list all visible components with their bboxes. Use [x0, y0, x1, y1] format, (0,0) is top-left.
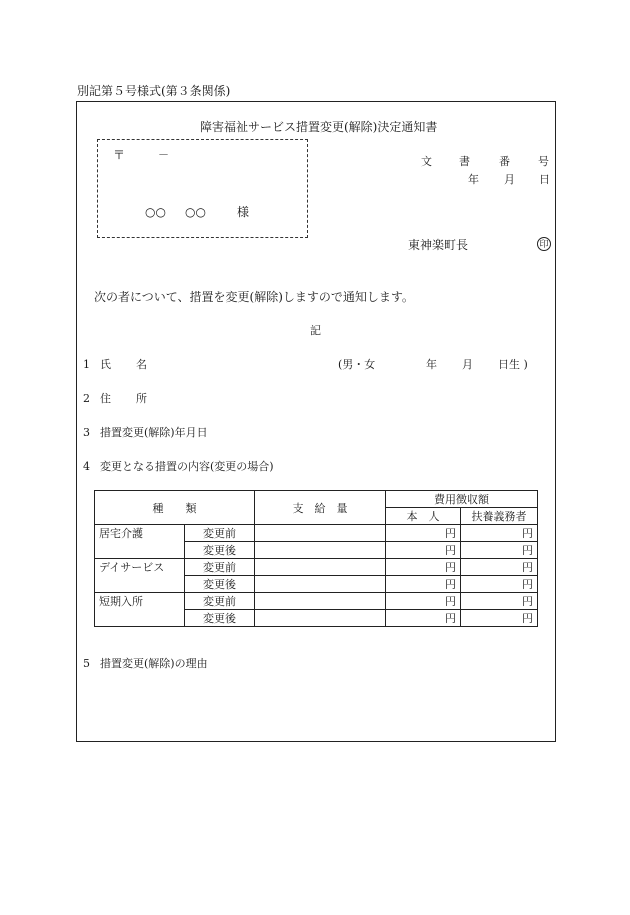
postal-dash: －: [158, 148, 169, 161]
after-label: 変更後: [185, 542, 255, 559]
before-label: 変更前: [185, 525, 255, 542]
amount-cell: [255, 559, 386, 576]
postal-mark: 〒: [113, 148, 126, 162]
amount-cell: [255, 576, 386, 593]
support-fee-cell: 円: [461, 576, 538, 593]
self-fee-cell: 円: [386, 610, 461, 627]
item-3-label: 措置変更(解除)年月日: [100, 426, 208, 439]
header-kind: 種 類: [95, 491, 255, 525]
self-fee-cell: 円: [386, 542, 461, 559]
item-1-month: 月: [462, 358, 473, 371]
self-fee-cell: 円: [386, 559, 461, 576]
date-day: 日: [539, 173, 550, 186]
doc-number-char-4: 号: [538, 155, 549, 168]
amount-cell: [255, 593, 386, 610]
service-name: 短期入所: [95, 593, 185, 627]
item-2-label-b: 所: [136, 392, 147, 405]
amount-cell: [255, 610, 386, 627]
header-amount: 支 給 量: [255, 491, 386, 525]
support-fee-cell: 円: [461, 610, 538, 627]
header-self: 本 人: [386, 508, 461, 525]
table-row: [95, 593, 538, 610]
item-4-label: 変更となる措置の内容(変更の場合): [100, 460, 274, 473]
after-label: 変更後: [185, 576, 255, 593]
fee-table: [94, 490, 538, 627]
item-1-birth: 日生 ): [498, 358, 528, 371]
recipient-name-right: ○○: [185, 205, 206, 219]
item-1-year: 年: [426, 358, 437, 371]
before-label: 変更前: [185, 559, 255, 576]
after-label: 変更後: [185, 610, 255, 627]
amount-cell: [255, 525, 386, 542]
support-fee-cell: 円: [461, 593, 538, 610]
item-3-number: 3: [83, 426, 90, 439]
table-row: [95, 525, 538, 542]
doc-number-char-3: 番: [499, 155, 510, 168]
table-row: [95, 559, 538, 576]
document-title: 障害福祉サービス措置変更(解除)決定通知書: [200, 120, 438, 134]
table-header-row: [95, 491, 538, 508]
item-1-label-a: 氏: [100, 358, 111, 371]
header-support: 扶養義務者: [461, 508, 538, 525]
item-1-label-b: 名: [136, 358, 147, 371]
support-fee-cell: 円: [461, 542, 538, 559]
amount-cell: [255, 542, 386, 559]
official-seal-icon: 印: [537, 237, 551, 251]
header-fee: 費用徴収額: [386, 491, 538, 508]
recipient-name-left: ○○: [145, 205, 166, 219]
doc-number-char-1: 文: [421, 155, 432, 168]
item-1-gender: (男・女: [338, 358, 376, 371]
date-month: 月: [504, 173, 515, 186]
item-2-label-a: 住: [100, 392, 111, 405]
address-box: [97, 139, 308, 238]
item-2-number: 2: [83, 392, 90, 405]
service-name: 居宅介護: [95, 525, 185, 559]
self-fee-cell: 円: [386, 576, 461, 593]
date-year: 年: [468, 173, 479, 186]
item-5-label: 措置変更(解除)の理由: [100, 657, 208, 670]
self-fee-cell: 円: [386, 525, 461, 542]
before-label: 変更前: [185, 593, 255, 610]
item-1-number: 1: [83, 358, 90, 371]
ki-heading: 記: [310, 324, 321, 337]
doc-number-char-2: 書: [459, 155, 470, 168]
intro-text: 次の者について、措置を変更(解除)しますので通知します。: [94, 290, 414, 304]
support-fee-cell: 円: [461, 559, 538, 576]
item-5-number: 5: [83, 657, 90, 670]
self-fee-cell: 円: [386, 593, 461, 610]
form-label: 別記第５号様式(第３条関係): [77, 84, 231, 98]
service-name: デイサービス: [95, 559, 185, 593]
issuer-name: 東神楽町長: [408, 238, 469, 252]
support-fee-cell: 円: [461, 525, 538, 542]
recipient-honorific: 様: [237, 205, 250, 219]
item-4-number: 4: [83, 460, 90, 473]
